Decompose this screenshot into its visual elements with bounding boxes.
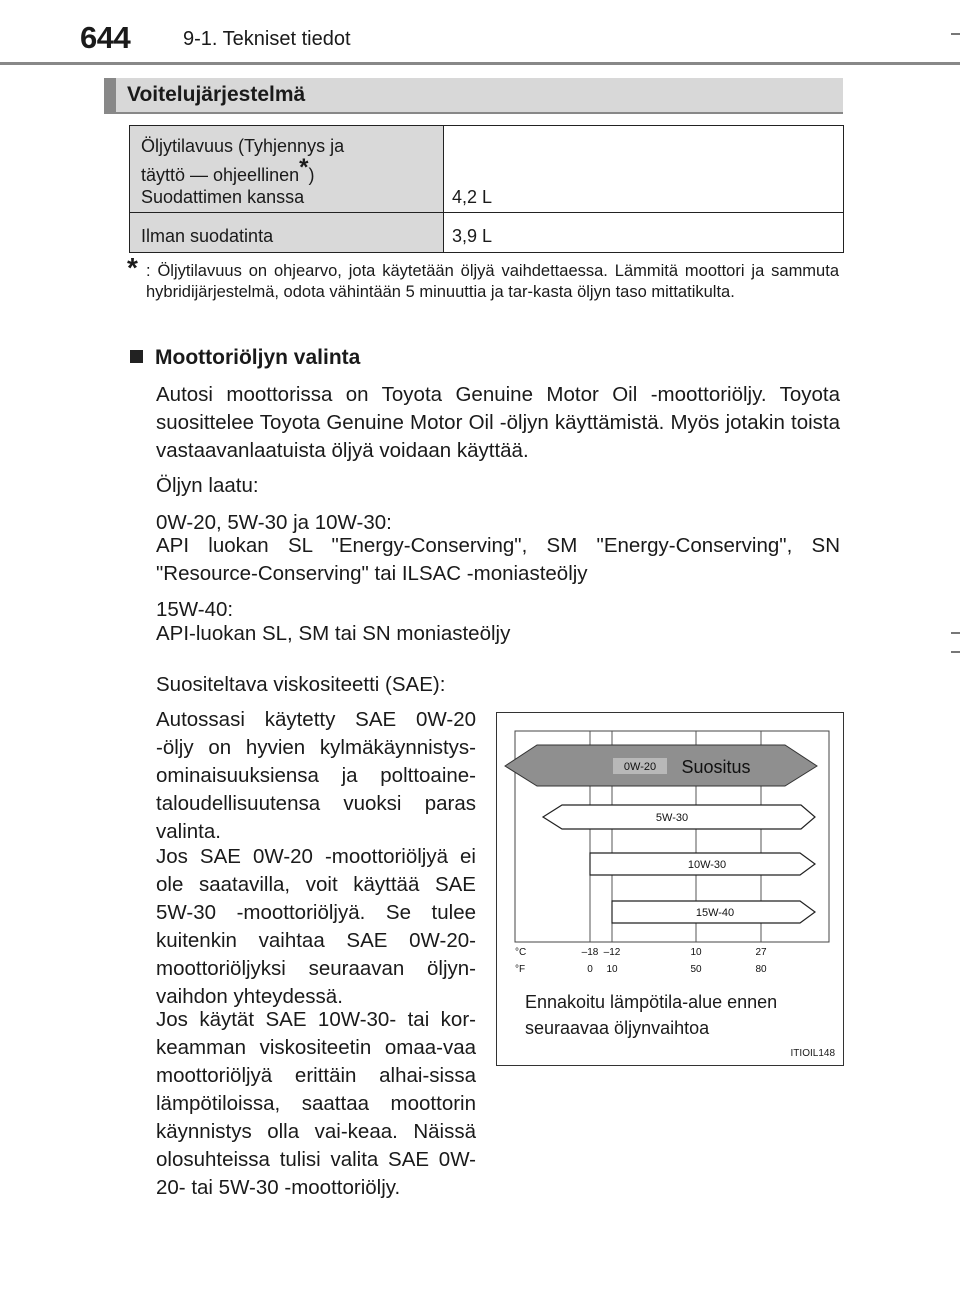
crop-mark	[951, 651, 960, 653]
engine-oil-heading-text: Moottoriöljyn valinta	[155, 346, 361, 369]
footnote	[127, 252, 839, 303]
celsius-tick: –12	[603, 947, 621, 958]
capacity-label-star: *	[299, 154, 309, 181]
row-label-with-filter: Suodattimen kanssa	[141, 187, 305, 207]
header-rule	[0, 62, 960, 65]
oil-capacity-table	[129, 125, 844, 253]
section-title: Voitelujärjestelmä	[127, 83, 306, 106]
oil-quality-label: Öljyn laatu:	[156, 474, 259, 497]
fahrenheit-tick: 10	[606, 964, 618, 975]
page-number: 644	[80, 20, 131, 55]
heading-square-marker	[130, 350, 143, 363]
capacity-label-text: täyttö — ohjeellinen	[141, 165, 300, 185]
crop-mark	[951, 33, 960, 35]
fahrenheit-unit: °F	[515, 964, 526, 975]
footnote-star: *	[127, 252, 138, 283]
intro-paragraph: Autosi moottorissa on Toyota Genuine Motor Oil -moottoriöljy. Toyota suosittelee Toyota Genuine Motor Oil -öljyn käyttämistä. Myös jotakin toista vastaavanlaatuista öljyä voidaan käyttää.	[156, 383, 840, 462]
crop-mark	[951, 632, 960, 634]
viscosity-chart	[496, 712, 844, 1066]
section-header-tab	[104, 78, 116, 114]
row-value-without-filter: 3,9 L	[452, 226, 493, 246]
fahrenheit-tick: 50	[690, 964, 702, 975]
recommended-label: Suositus	[681, 757, 751, 777]
capacity-label-line1: Öljytilavuus (Tyhjennys ja	[141, 136, 345, 156]
table-column-divider	[443, 126, 444, 252]
chart-caption	[525, 989, 777, 1041]
viscosity-paragraph-1: Autossasi käytetty SAE 0W-20 -öljy on hyvien kylmäkäynnistys-ominaisuuksiensa ja polttoaine-taloudellisuutensa vuoksi paras valinta.	[156, 708, 476, 843]
grade-label-5w30: 5W-30	[655, 812, 689, 824]
row-label-without-filter: Ilman suodatinta	[141, 226, 274, 246]
fahrenheit-tick: 0	[587, 964, 593, 975]
celsius-unit: °C	[515, 947, 527, 958]
grade-label-10w30: 10W-30	[687, 859, 727, 871]
table-row-divider	[130, 212, 843, 213]
chart-caption-line1: Ennakoitu lämpötila-alue ennen	[525, 992, 778, 1012]
grade-group-2-title: 15W-40:	[156, 598, 234, 621]
row-value-with-filter: 4,2 L	[452, 187, 493, 207]
viscosity-paragraph-3: Jos käytät SAE 10W-30- tai kor-keamman viskositeetin omaa-vaa moottoriöljyä erittäin alhai-sissa lämpötiloissa, saattaa moottorin käynnistys olla vai-keaa. Näissä olosuhteissa tulisi valita SAE 0W-20- tai 5W-30 -moottoriöljy.	[156, 1008, 476, 1199]
capacity-label-line2	[141, 154, 315, 186]
footnote-text: : Öljytilavuus on ohjearvo, jota käytetään öljyä vaihdettaessa. Lämmitä moottori ja sammuta hybridijärjestelmä, odota vähintään 5 minuuttia ja tar-kasta öljyn taso mittatikulta.	[146, 262, 839, 301]
section-reference: 9-1. Tekniset tiedot	[183, 28, 351, 50]
image-code: ITIOIL148	[790, 1048, 835, 1059]
celsius-tick: 27	[755, 947, 767, 958]
chart-caption-line2: seuraavaa öljynvaihtoa	[525, 1018, 710, 1038]
celsius-tick: 10	[690, 947, 702, 958]
grade-label-15w40: 15W-40	[695, 907, 735, 919]
grade-group-2-spec: API-luokan SL, SM tai SN moniasteöljy	[156, 622, 511, 645]
celsius-tick: –18	[581, 947, 599, 958]
grade-group-1-spec: API luokan SL "Energy-Conserving", SM "Energy-Conserving", SN "Resource-Conserving" tai ILSAC -moniasteöljy	[156, 534, 840, 585]
grade-group-1-title: 0W-20, 5W-30 ja 10W-30:	[156, 511, 392, 534]
fahrenheit-tick: 80	[755, 964, 767, 975]
grade-label-0w20: 0W-20	[623, 761, 657, 773]
engine-oil-heading	[130, 346, 360, 370]
capacity-label-close: )	[308, 165, 315, 185]
viscosity-paragraph-2: Jos SAE 0W-20 -moottoriöljyä ei ole saatavilla, voit käyttää SAE 5W-30 -moottoriöljyä. Se tulee kuitenkin vaihtaa SAE 0W-20-moottoriöljyksi seuraavan öljyn-vaihdon yhteydessä.	[156, 845, 476, 1008]
section-header	[104, 78, 843, 114]
viscosity-label: Suositeltava viskositeetti (SAE):	[156, 673, 446, 696]
